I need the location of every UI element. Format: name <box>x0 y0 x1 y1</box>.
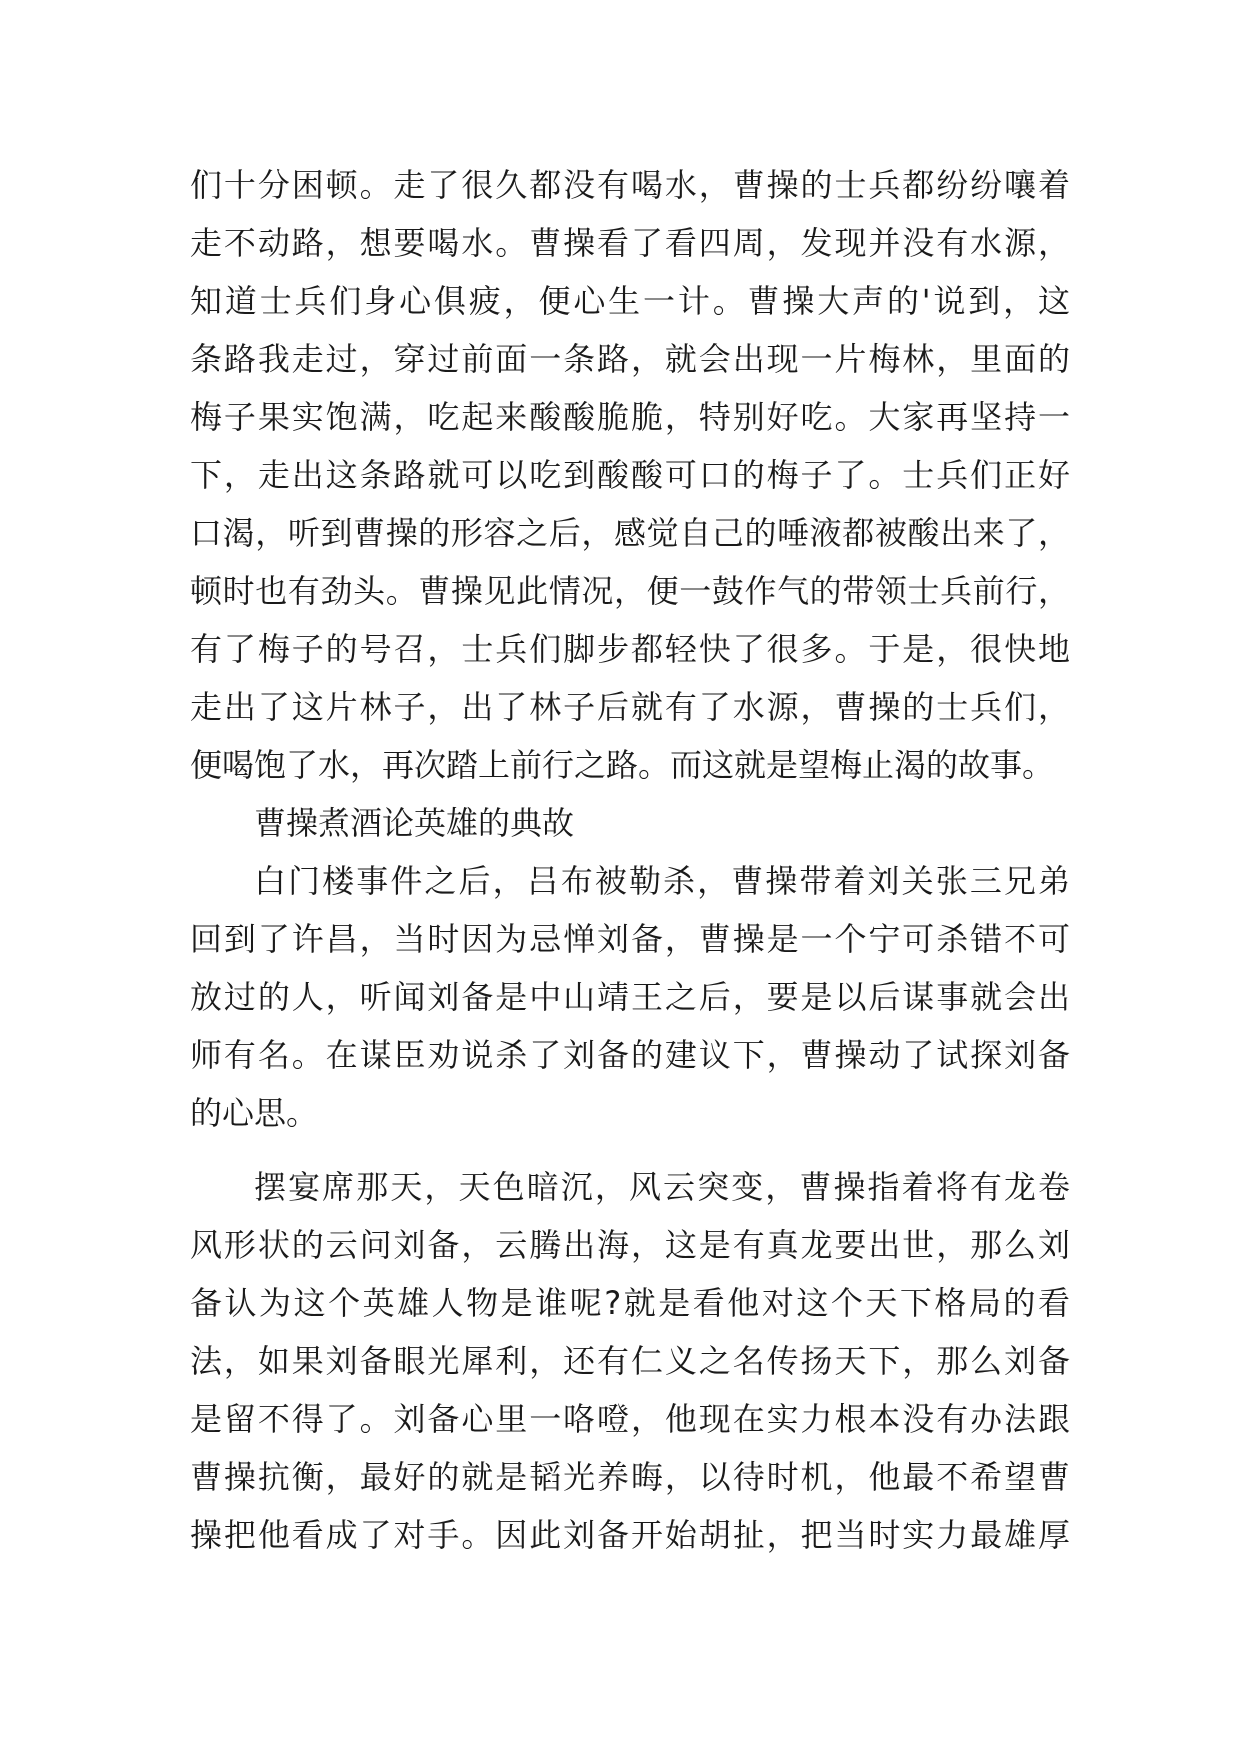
text-line: 师有名。在谋臣劝说杀了刘备的建议下，曹操动了试探刘备 <box>190 1036 1070 1074</box>
text-line: 白门楼事件之后，吕布被勒杀，曹操带着刘关张三兄弟 <box>254 862 1070 900</box>
text-line: 走出了这片林子，出了林子后就有了水源，曹操的士兵们， <box>190 688 1070 726</box>
paragraph-wangmei <box>190 156 1070 794</box>
text-line: 摆宴席那天，天色暗沉，风云突变，曹操指着将有龙卷 <box>254 1168 1070 1206</box>
text-line: 风形状的云问刘备，云腾出海，这是有真龙要出世，那么刘 <box>190 1226 1070 1264</box>
section-heading: 曹操煮酒论英雄的典故 <box>254 804 575 842</box>
text-line: 备认为这个英雄人物是谁呢?就是看他对这个天下格局的看 <box>190 1284 1070 1322</box>
text-line: 曹操抗衡，最好的就是韬光养晦，以待时机，他最不希望曹 <box>190 1458 1070 1496</box>
text-line: 放过的人，听闻刘备是中山靖王之后，要是以后谋事就会出 <box>190 978 1070 1016</box>
text-line: 条路我走过，穿过前面一条路，就会出现一片梅林，里面的 <box>190 340 1070 378</box>
text-line: 的心思。 <box>190 1094 319 1132</box>
text-line: 口渴，听到曹操的形容之后，感觉自己的唾液都被酸出来了， <box>190 514 1070 552</box>
text-line: 知道士兵们身心俱疲，便心生一计。曹操大声的'说到，这 <box>190 282 1070 320</box>
text-line: 下，走出这条路就可以吃到酸酸可口的梅子了。士兵们正好 <box>190 456 1070 494</box>
document-page <box>190 156 1070 1564</box>
text-line: 顿时也有劲头。曹操见此情况，便一鼓作气的带领士兵前行， <box>190 572 1070 610</box>
paragraph-gap <box>190 1142 1070 1158</box>
text-line: 有了梅子的号召，士兵们脚步都轻快了很多。于是，很快地 <box>190 630 1070 668</box>
text-line: 操把他看成了对手。因此刘备开始胡扯，把当时实力最雄厚 <box>190 1516 1070 1554</box>
paragraph-baimenlou <box>190 852 1070 1142</box>
text-line: 们十分困顿。走了很久都没有喝水，曹操的士兵都纷纷嚷着 <box>190 166 1070 204</box>
text-line: 回到了许昌，当时因为忌惮刘备，曹操是一个宁可杀错不可 <box>190 920 1070 958</box>
text-line: 是留不得了。刘备心里一咯噔，他现在实力根本没有办法跟 <box>190 1400 1070 1438</box>
text-line: 梅子果实饱满，吃起来酸酸脆脆，特别好吃。大家再坚持一 <box>190 398 1070 436</box>
text-line: 走不动路，想要喝水。曹操看了看四周，发现并没有水源， <box>190 224 1070 262</box>
text-line: 便喝饱了水，再次踏上前行之路。而这就是望梅止渴的故事。 <box>190 746 1055 784</box>
text-line: 法，如果刘备眼光犀利，还有仁义之名传扬天下，那么刘备 <box>190 1342 1070 1380</box>
paragraph-banquet <box>190 1158 1070 1564</box>
